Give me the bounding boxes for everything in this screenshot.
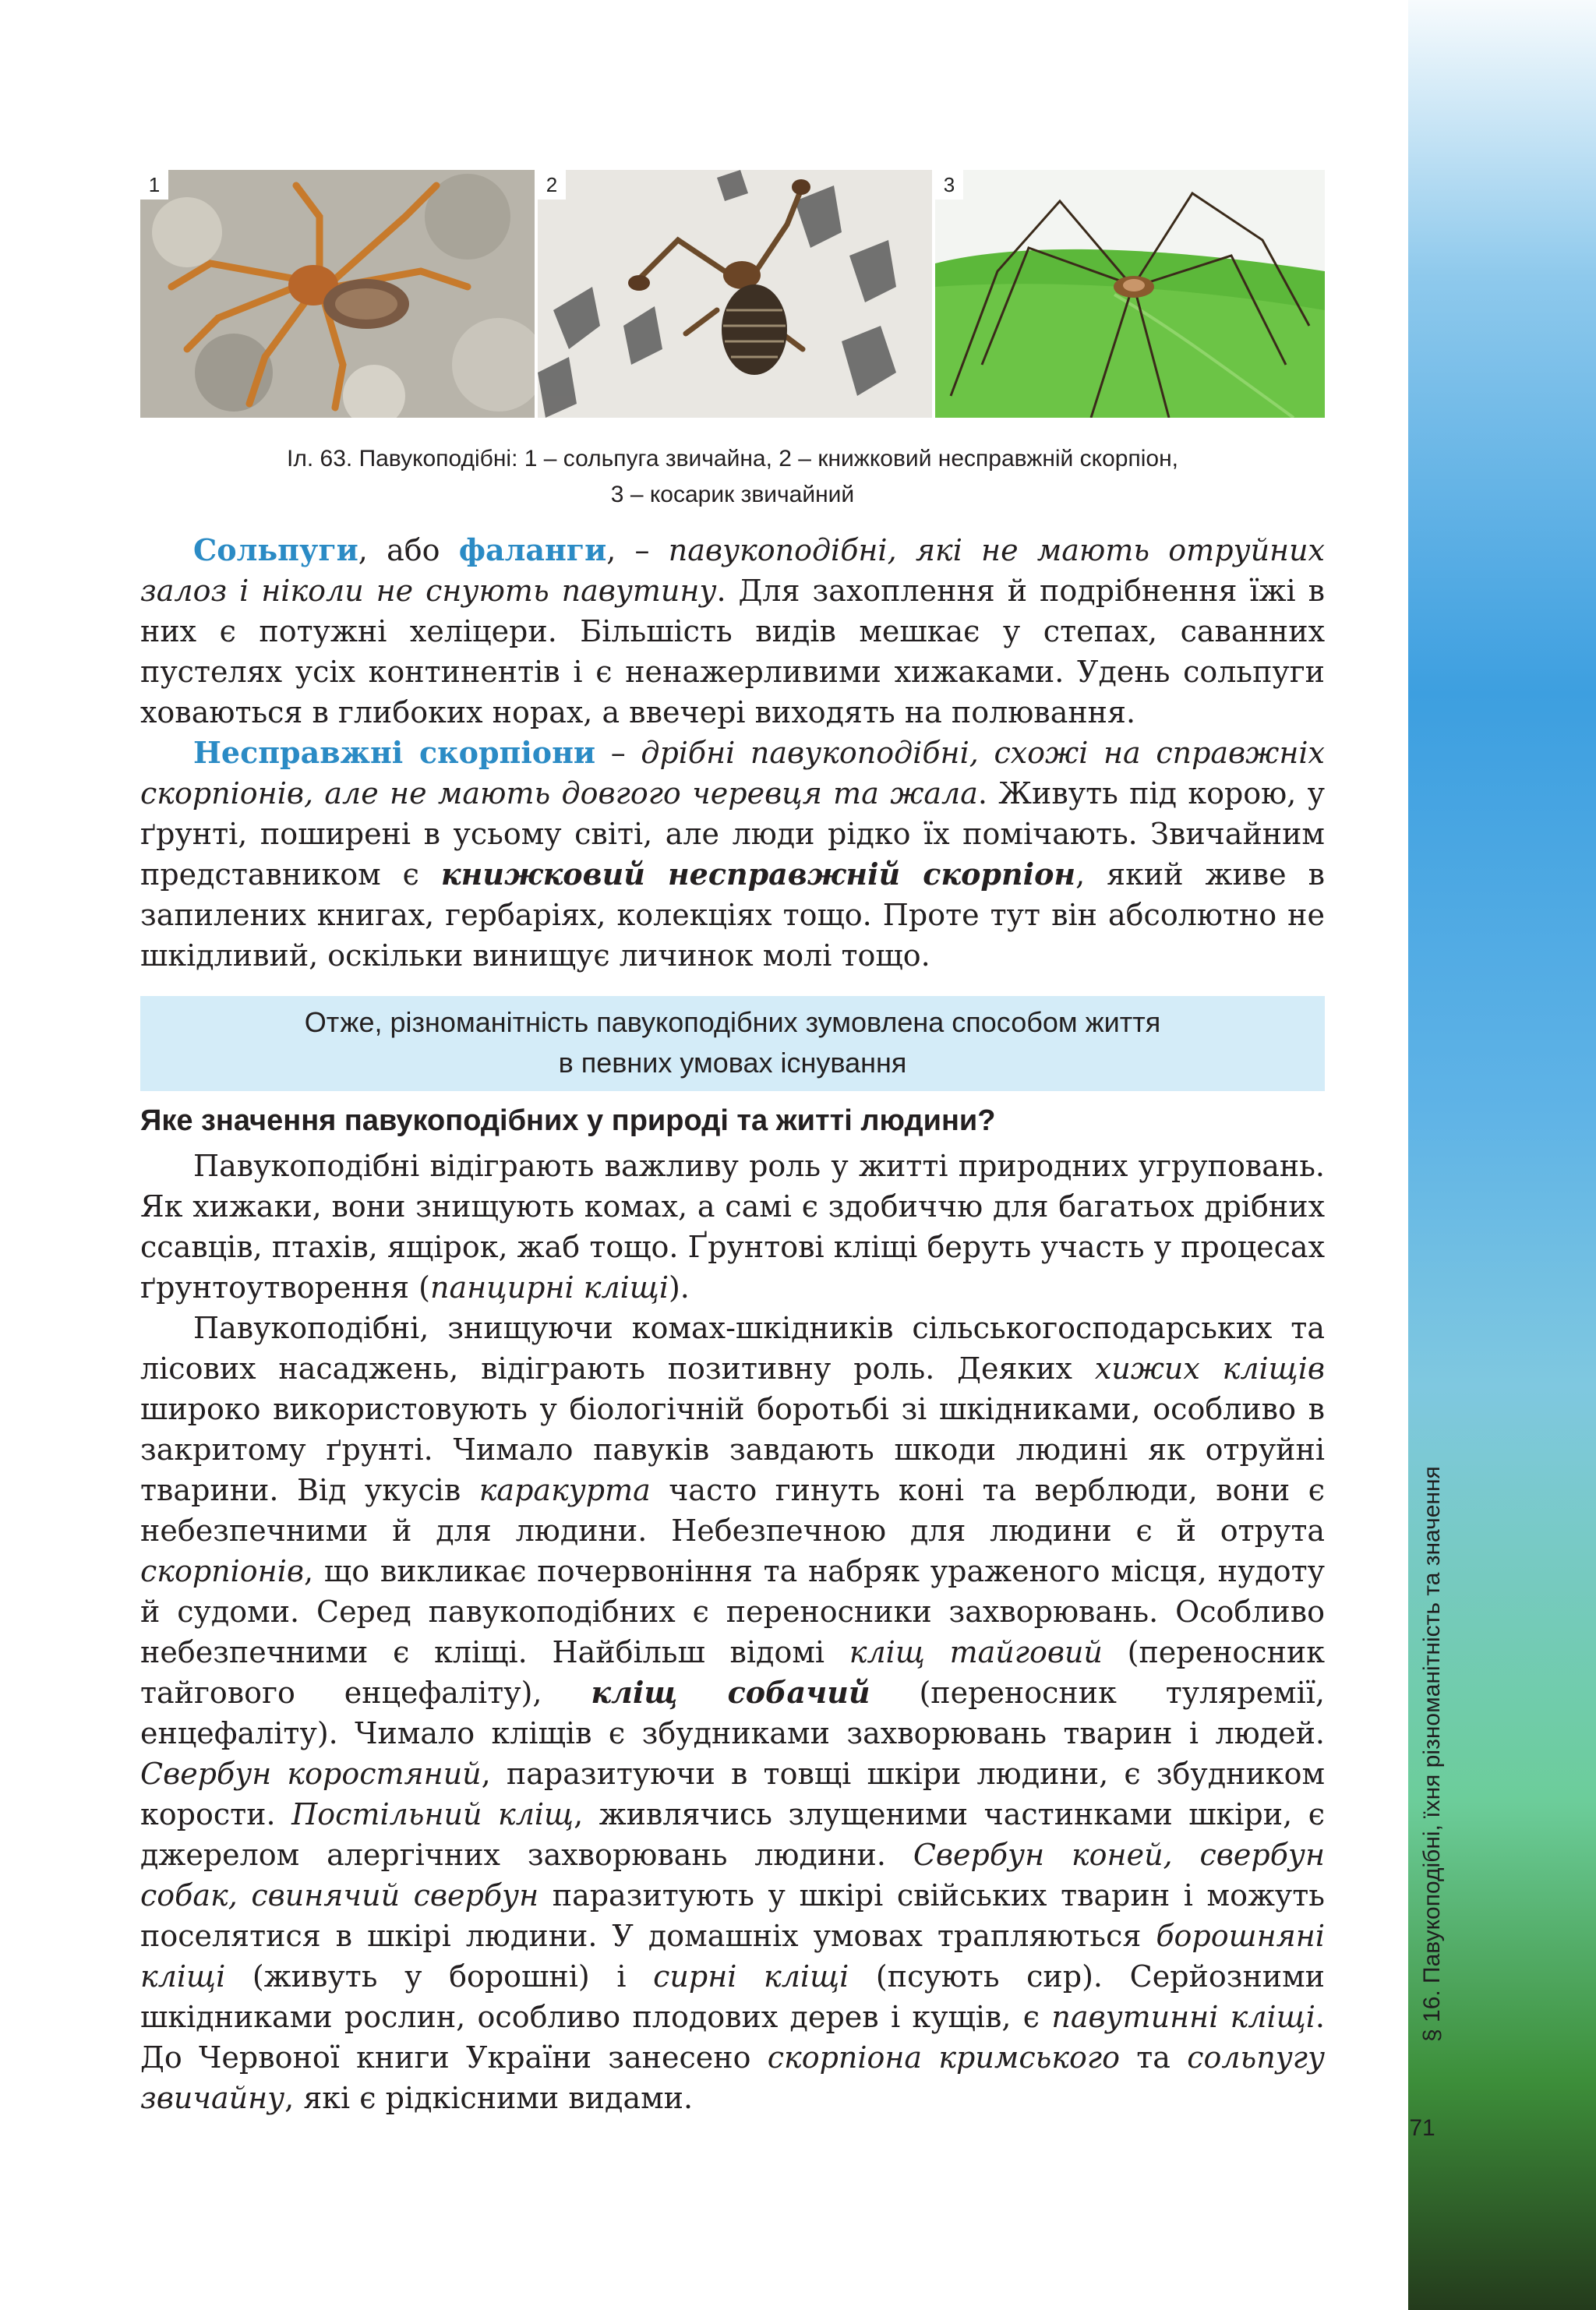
page-number: 71 bbox=[1409, 2115, 1435, 2141]
harvestman-image bbox=[935, 170, 1325, 418]
text-run: , які є рідкісними видами. bbox=[284, 2081, 694, 2115]
term-spider-mites: павутинні кліщі bbox=[1051, 2000, 1315, 2034]
term-taiga-tick: кліщ тайговий bbox=[849, 1635, 1103, 1669]
text-run: Павукоподібні відіграють важливу роль у житті природних угруповань. Як хижаки, вони знищують комах, а самі є здобиччю для багатьох дрібних ссавців, птахів, ящірок, жаб тощо. Ґрунтові кліщі беруть участь у процесах ґрунтоутворення ( bbox=[140, 1149, 1325, 1305]
text-run: . Живуть під корою, у ґрунті, поширені в усьому світі, але люди рідко їх помічають. Звичайним представником є bbox=[140, 776, 1325, 892]
caption-line-2: 3 – косарик звичайний bbox=[610, 482, 855, 507]
decorative-sidebar bbox=[1369, 0, 1596, 2310]
photo-harvestman bbox=[935, 170, 1325, 418]
term-book-pseudoscorpion: книжковий несправжній скорпіон bbox=[440, 857, 1076, 892]
sidebar-margin bbox=[1369, 0, 1408, 2310]
text-run: , який живе в запилених книгах, гербаріях, колекціях тощо. Проте тут він абсолютно не шкідливий, оскільки винищує личинок молі тощо. bbox=[140, 857, 1325, 973]
term-karakurt: каракурта bbox=[478, 1473, 651, 1507]
paragraph-pseudoscorpions bbox=[140, 733, 1325, 976]
text-run: , або bbox=[358, 533, 459, 567]
text-run: . Для захоплення й подрібнення їжі в них є потужні хеліцери. Більшість видів мешкає у степах, саванних пустелях усіх континентів і є ненажерливими хижаками. Удень сольпуги ховаються в глибоких норах, а ввечері виходять на полювання. bbox=[140, 574, 1325, 729]
paragraph-role-in-nature bbox=[140, 1146, 1325, 1308]
text-run: (живуть у борошні) і bbox=[225, 1959, 654, 1994]
text-run: часто гинуть коні та верблюди, вони є небезпечними й для людини. Небезпечною для людини є й отрута bbox=[140, 1473, 1325, 1548]
definition-italic: дрібні павукоподібні, схожі на справжніх скорпіонів, але не мають довгого черевця та жала bbox=[140, 736, 1325, 811]
paragraph-significance bbox=[140, 1308, 1325, 2118]
photo-number-3: 3 bbox=[935, 170, 963, 200]
text-run: та bbox=[1119, 2040, 1188, 2075]
term-common-solpuga: сольпугу звичайну bbox=[140, 2040, 1325, 2115]
text-run: – bbox=[595, 736, 641, 770]
term-scorpions: скорпіонів bbox=[140, 1554, 304, 1588]
photo-number-1: 1 bbox=[140, 170, 168, 200]
text-run: , – bbox=[606, 533, 669, 567]
section-title-vertical: § 16. Павукоподібні, їхня різноманітність та значення bbox=[1419, 1466, 1445, 2042]
text-run: широко використовують у біологічній боротьбі зі шкідниками, особливо в закритому ґрунті. Чимало павуків завдають шкоди людині як отруйні тварини. Від укусів bbox=[140, 1392, 1325, 1507]
pseudoscorpion-image bbox=[538, 170, 932, 418]
text-run: (переносник туляремії, енцефаліту). Чимало кліщів є збудниками захворювань тварин і людей. bbox=[140, 1676, 1325, 1750]
summary-box bbox=[140, 996, 1325, 1091]
term-solpugae: Сольпуги bbox=[193, 532, 358, 567]
caption-line-1: Іл. 63. Павукоподібні: 1 – сольпуга звичайна, 2 – книжковий несправжній скорпіон, bbox=[287, 446, 1178, 472]
term-scabies-mite: Свербун коростяний bbox=[140, 1757, 482, 1791]
summary-line-2: в певних умовах існування bbox=[558, 1047, 907, 1079]
term-cheese-mites: сирні кліщі bbox=[653, 1959, 849, 1994]
solpuga-image bbox=[140, 170, 535, 418]
term-flour-mites: борошняні кліщі bbox=[140, 1919, 1325, 1994]
section-heading: Яке значення павукоподібних у природі та житті людини? bbox=[140, 1104, 996, 1137]
text-run: ). bbox=[668, 1270, 690, 1305]
photo-pseudoscorpion bbox=[538, 170, 932, 418]
term-bed-mite: Постільний кліщ bbox=[291, 1797, 574, 1831]
term-phalanges: фаланги bbox=[458, 532, 607, 567]
summary-line-1: Отже, різноманітність павукоподібних зумовлена способом життя bbox=[304, 1006, 1161, 1038]
text-run: , що викликає почервоніння та набряк ураженого місця, нудоту й судоми. Серед павукоподібних є переносники захворювань. Особливо небезпечними є кліщі. Найбільш відомі bbox=[140, 1554, 1325, 1669]
text-run: (псують сир). Серйозними шкідниками рослин, особливо плодових дерев і кущів, є bbox=[140, 1959, 1325, 2034]
term-pseudoscorpions: Несправжні скорпіони bbox=[193, 735, 596, 770]
text-run: паразитують у шкірі свійських тварин і можуть поселятися в шкірі людини. У домашніх умовах трапляються bbox=[140, 1878, 1325, 1953]
photo-solpuga bbox=[140, 170, 535, 418]
definition-italic: павукоподібні, які не мають отруйних залоз і ніколи не снують павутину bbox=[140, 533, 1325, 608]
term-predatory-mites: хижих кліщів bbox=[1094, 1351, 1325, 1386]
term-dog-tick: кліщ собачий bbox=[591, 1675, 870, 1710]
text-run: Павукоподібні, знищуючи комах-шкідників сільськогосподарських та лісових насаджень, відіграють позитивну роль. Деяких bbox=[140, 1311, 1325, 1386]
text-run: . До Червоної книги України занесено bbox=[140, 2000, 1325, 2075]
figure-caption bbox=[140, 441, 1325, 513]
photo-number-2: 2 bbox=[538, 170, 566, 200]
term-crimean-scorpion: скорпіона кримського bbox=[767, 2040, 1120, 2075]
term-animal-mites: Свербун коней, свербун собак, свинячий свербун bbox=[140, 1838, 1325, 1913]
text-run: , паразитуючи в товщі шкіри людини, є збудником корости. bbox=[140, 1757, 1326, 1831]
paragraph-solpugae bbox=[140, 530, 1325, 733]
text-run: (переносник тайгового енцефаліту), bbox=[140, 1635, 1325, 1710]
text-run: , живлячись злущеними частинками шкіри, є джерелом алергічних захворювань людини. bbox=[140, 1797, 1325, 1872]
term-armored-mites: панцирні кліщі bbox=[430, 1270, 669, 1305]
